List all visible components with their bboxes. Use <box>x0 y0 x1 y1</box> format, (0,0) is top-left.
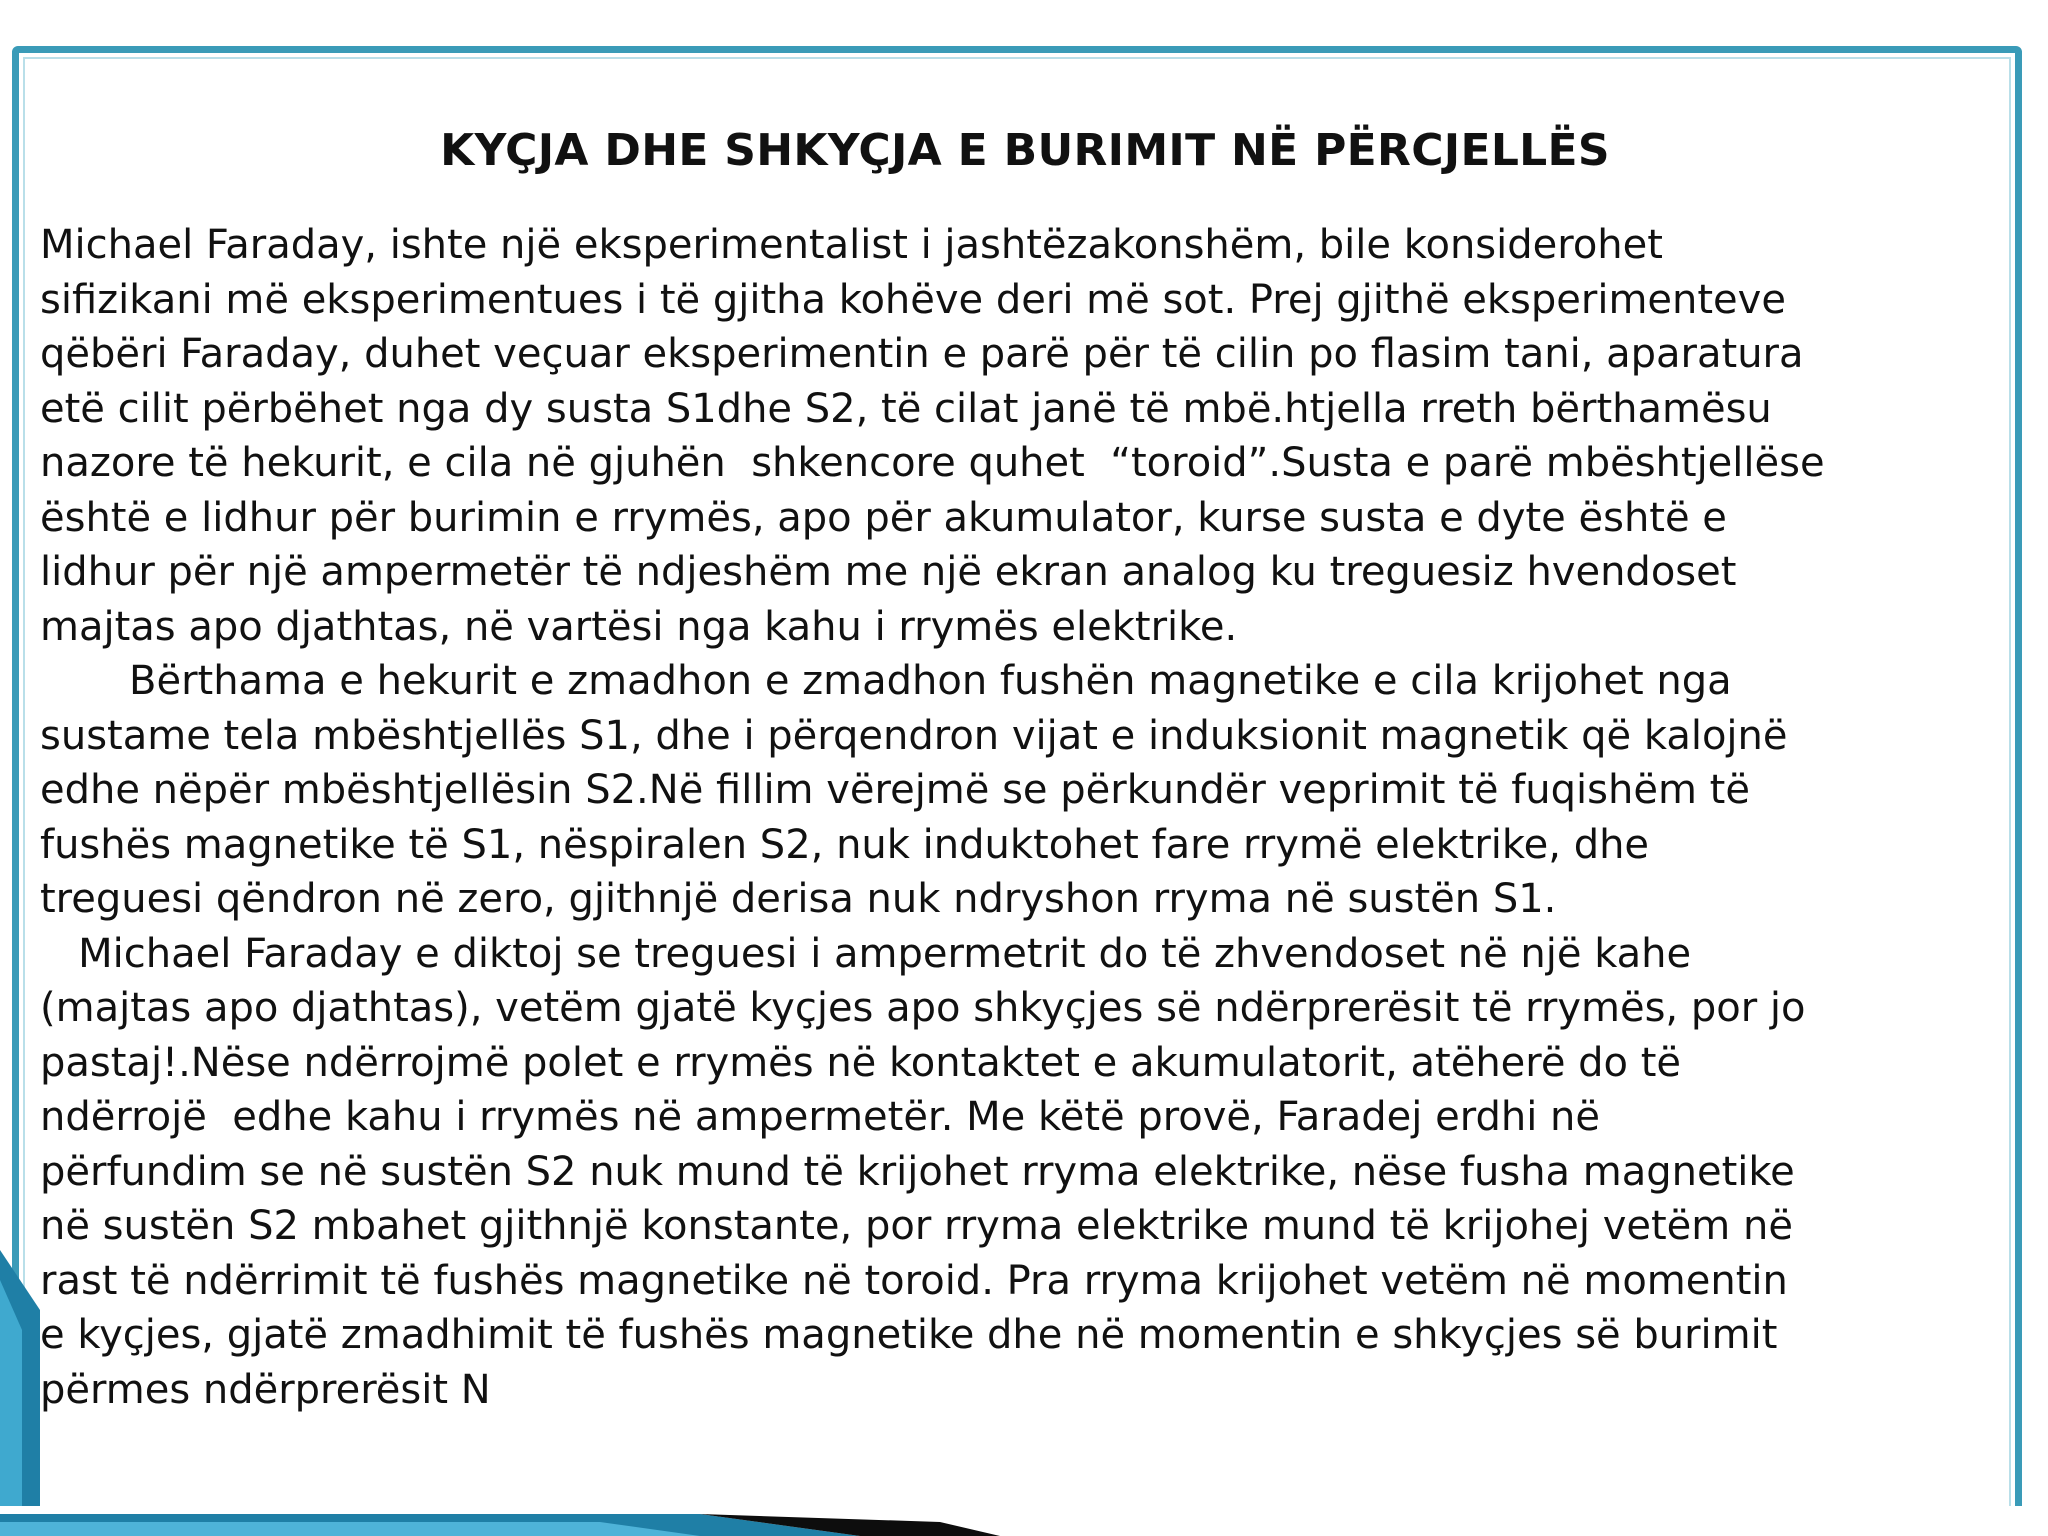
slide-title: KYÇJA DHE SHKYÇJA E BURIMIT NË PËRCJELLËS <box>440 125 1610 176</box>
paragraph-1: Michael Faraday, ishte një eksperimentalist i jashtëzakonshëm, bile konsiderohet sifizikani më eksperimentues i të gjitha kohëve deri më sot. Prej gjithë eksperimenteve qëbëri Faraday, duhet veçuar eksperimentin e parë për të cilin po flasim tani, aparatura etë cilit përbëhet nga dy susta S1dhe S2, të cilat janë të mbë.htjella rreth bërthamësu nazore të hekurit, e cila në gjuhën shkencore quhet “toroid”.Susta e parë mbështjellëse është e lidhur për burimin e rrymës, apo për akumulator, kurse susta e dyte është e lidhur për një ampermetër të ndjeshëm me një ekran analog ku treguesiz hvendoset majtas apo djathtas, në vartësi nga kahu i rrymës elektrike. <box>40 222 1825 650</box>
left-corner-decoration <box>0 1250 40 1536</box>
paragraph-2: Bërthama e hekurit e zmadhon e zmadhon fushën magnetike e cila krijohet nga sustame tela mbështjellës S1, dhe i përqendron vijat e induksionit magnetik që kalojnë edhe nëpër mbështjellësin S2.Në fillim vërejmë se përkundër veprimit të fuqishëm të fushës magnetike të S1, nëspiralen S2, nuk induktohet fare rrymë elektrike, dhe treguesi qëndron në zero, gjithnjë derisa nuk ndryshon rryma në sustën S1. <box>40 658 1788 922</box>
bottom-decoration <box>0 1500 2048 1536</box>
bottom-decor-light-band <box>0 1522 700 1536</box>
slide-content <box>40 122 2010 1417</box>
paragraph-3: Michael Faraday e diktoj se treguesi i ampermetrit do të zhvendoset në një kahe (majtas apo djathtas), vetëm gjatë kyçjes apo shkyçjes së ndërprerësit të rrymës, por jo pastaj!.Nëse ndërrojmë polet e rrymës në kontaktet e akumulatorit, atëherë do të ndërrojë edhe kahu i rrymës në ampermetër. Me këtë provë, Faradej erdhi në përfundim se në sustën S2 nuk mund të krijohet rryma elektrike, nëse fusha magnetike në sustën S2 mbahet gjithnjë konstante, por rryma elektrike mund të krijohej vetëm në rast të ndërrimit të fushës magnetike në toroid. Pra rryma krijohet vetëm në momentin e kyçjes, gjatë zmadhimit të fushës magnetike dhe në momentin e shkyçjes së burimit përmes ndërprerësit N <box>40 930 1806 1413</box>
